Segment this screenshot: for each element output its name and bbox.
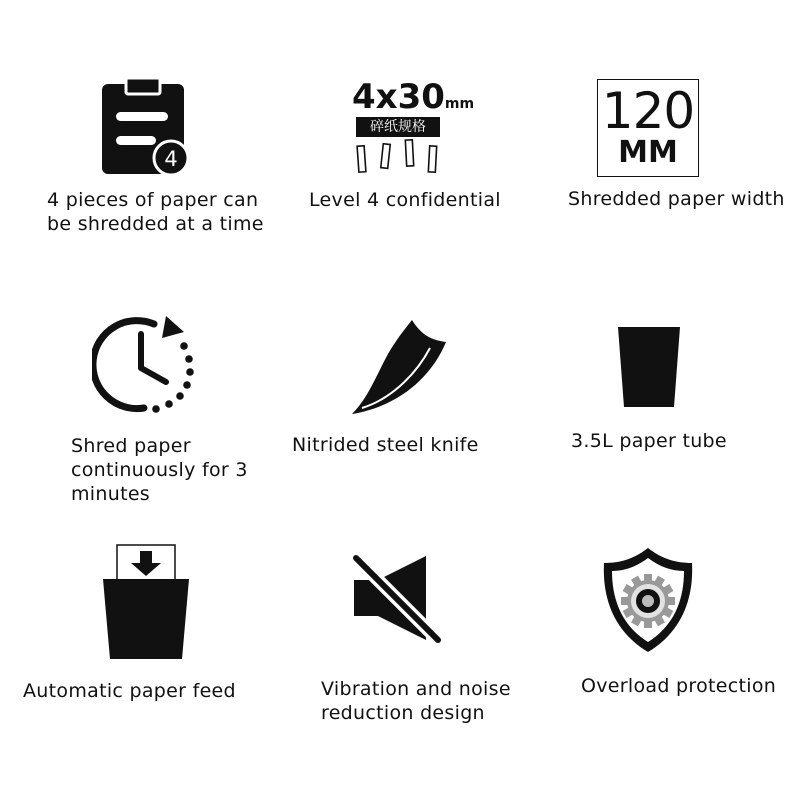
shred-size-label: 碎纸规格 (356, 117, 440, 137)
shred-size-number: 4x30 (352, 77, 445, 117)
caption-sheets (47, 188, 264, 236)
caption-noise-line-2: reduction design (321, 702, 485, 724)
caption-overload: Overload protection (581, 675, 777, 697)
mute-speaker-icon (348, 550, 446, 646)
caption-noise (321, 677, 511, 725)
caption-sheets-line-2: be shredded at a time (47, 213, 264, 235)
caption-security: Level 4 confidential (309, 189, 501, 211)
caption-bin: 3.5L paper tube (571, 430, 727, 452)
width-unit: MM (618, 135, 678, 170)
clipboard-icon (96, 76, 192, 176)
caption-width: Shredded paper width (568, 188, 785, 210)
shred-strips-icon (354, 138, 442, 174)
caption-run-time-line-1: Shred paper (71, 435, 191, 457)
caption-noise-line-1: Vibration and noise (321, 678, 511, 700)
caption-auto-feed: Automatic paper feed (23, 680, 236, 702)
caption-run-time (71, 434, 248, 506)
auto-feed-icon (100, 543, 192, 661)
shield-gear-icon (600, 545, 696, 655)
caption-knife: Nitrided steel knife (292, 434, 479, 456)
caption-sheets-line-1: 4 pieces of paper can (47, 189, 259, 211)
clock-icon (92, 312, 198, 416)
width-value: 120 (601, 82, 695, 140)
shred-size-unit: mm (444, 96, 475, 112)
knife-icon (346, 316, 450, 418)
clipboard-badge: 4 (164, 147, 178, 171)
shred-size-value (352, 77, 475, 121)
paper-tube-icon (616, 325, 682, 409)
caption-run-time-line-2: continuously for 3 (71, 459, 248, 481)
caption-run-time-line-3: minutes (71, 483, 151, 505)
